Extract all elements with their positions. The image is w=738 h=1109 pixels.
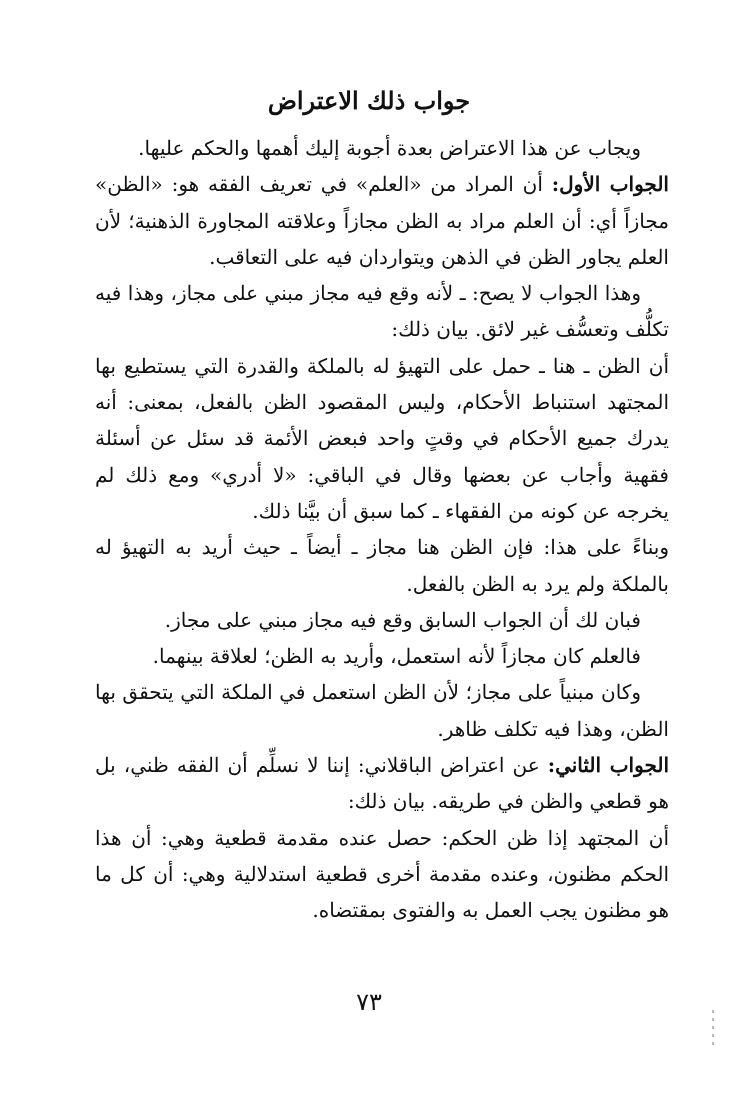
paragraph: [95, 166, 669, 275]
paragraph: [95, 674, 669, 747]
paragraph: [95, 529, 669, 602]
paragraph-text: وكان مبنياً على مجاز؛ لأن الظن استعمل في الملكة التي يتحقق بها الظن، وهذا فيه تكلف ظاهر.: [95, 680, 669, 741]
paragraph-text: وهذا الجواب لا يصح: ـ لأنه وقع فيه مجاز مبني على مجاز، وهذا فيه تكلُّف وتعسُّف غير لائق. بيان ذلك:: [95, 281, 669, 342]
paragraph-lead: الجواب الثاني:: [547, 753, 670, 778]
paragraph-text: فالعلم كان مجازاً لأنه استعمل، وأريد به الظن؛ لعلاقة بينهما.: [152, 644, 641, 669]
paragraph-lead: الجواب الأول:: [551, 172, 669, 197]
paragraph-text: أن المجتهد إذا ظن الحكم: حصل عنده مقدمة قطعية وهي: أن هذا الحكم مظنون، وعنده مقدمة أخرى قطعية استدلالية وهي: أن كل ما هو مظنون يجب العمل به والفتوى بمقتضاه.: [95, 825, 669, 923]
paragraph-text: أن الظن ـ هنا ـ حمل على التهيؤ له بالملكة والقدرة التي يستطيع بها المجتهد استنباط الأحكام، وليس المقصود الظن بالفعل، بمعنى: أنه يدرك جميع الأحكام في وقتٍ واحد فبعض الأئمة قد سئل عن أسئلة فقهية وأجاب عن بعضها وقال في الباقي: «لا أدري» ومع ذلك لم يخرجه عن كونه من الفقهاء ـ كما سبق أن بيَّنا ذلك.: [95, 353, 669, 523]
paragraph: [95, 820, 669, 929]
body-text: [95, 130, 669, 929]
page-number: ٧٣: [356, 988, 382, 1016]
paragraph: [95, 348, 669, 529]
paragraph: [95, 602, 669, 638]
paragraph: [95, 275, 669, 348]
paragraph: [95, 638, 669, 674]
paragraph-text: فبان لك أن الجواب السابق وقع فيه مجاز مبني على مجاز.: [164, 607, 641, 632]
paragraph-text: عن اعتراض الباقلاني: إننا لا نسلِّم أن الفقه ظني، بل هو قطعي والظن في طريقه. بيان ذلك:: [95, 753, 669, 814]
scan-margin-mark: [712, 1010, 714, 1050]
paragraph: [95, 130, 669, 166]
paragraph: [95, 747, 669, 820]
paragraph-text: ويجاب عن هذا الاعتراض بعدة أجوبة إليك أهمها والحكم عليها.: [138, 136, 641, 160]
section-title: جواب ذلك الاعتراض: [267, 86, 471, 115]
paragraph-text: وبناءً على هذا: فإن الظن هنا مجاز ـ أيضاً ـ حيث أريد به التهيؤ له بالملكة ولم يرد به الظن بالفعل.: [95, 535, 669, 596]
paragraph-text: أن المراد من «العلم» في تعريف الفقه هو: «الظن» مجازاً أي: أن العلم مراد به الظن مجازاً وعلاقته المجاورة الذهنية؛ لأن العلم يجاور الظن في الذهن ويتواردان فيه على التعاقب.: [95, 172, 669, 269]
